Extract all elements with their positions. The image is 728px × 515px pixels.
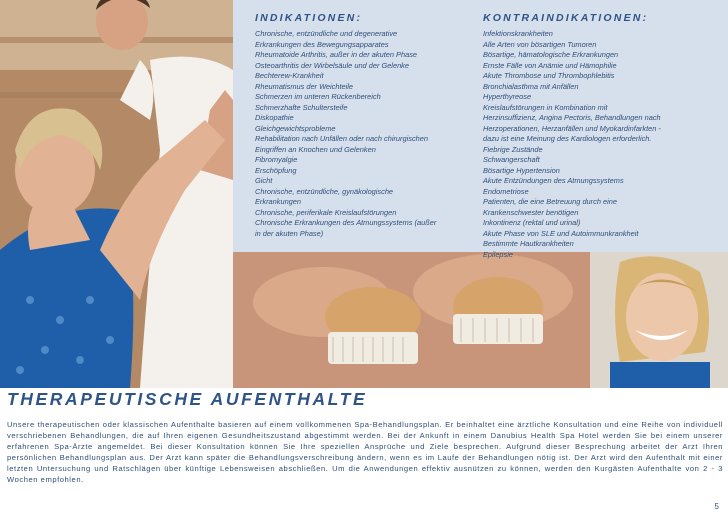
indications-item: in der akuten Phase) (255, 228, 324, 238)
contraindications-item: Alle Arten von bösartigen Tumoren (483, 39, 597, 49)
contraindications-item: Akute Entzündungen des Atmungssystems (483, 176, 624, 185)
indications-column (255, 12, 475, 239)
contraindications-item: Bestimmte Hautkrankheiten (483, 239, 574, 248)
contraindications-item: Epilepsie (483, 249, 513, 259)
section-body: Unsere therapeutischen oder klassischen Aufenthalte basieren auf einem vollkommenen Spa-Behandlungsplan. Er beinhaltet eine ärztliche Konsultation und eine Reihe von individuell verschriebenen Behandlungen, die auf Ihren eigenen Gesundheitszustand abgestimmt werden. Bei der Ankunft in einem Danubius Health Spa Hotel werden Sie bei einem unserer erfahrenen Spa-Ärzte angemeldet. Bei dieser Konsultation können Sie Ihre speziellen Ansprüche und Ziele besprechen. Aufgrund dieser Besprechung arbeitet der Arzt Ihren persönlichen Behandlungsplan aus. Der Arzt kann später die Behandlungsverschreibung ändern, wenn es im Laufe der Behandlungen nötig ist. Der Arzt wird den Aufenthalt mit einer letzten Untersuchung und Ratschlägen über künftige Lebensweisen abschließen. Um die Anwendungen effektiv ausnützen zu können, werden den Kurgästen Aufenthalte von 2 - 3 Wochen empfohlen. (7, 420, 723, 485)
indications-item: Erkrankungen des Bewegungsapparates (255, 39, 389, 49)
indications-item: Gicht (255, 176, 273, 185)
indications-item: Bechterew-Krankheit (255, 71, 324, 80)
indications-item: Schmerzhafte Schultersteife (255, 102, 348, 112)
contraindications-item: Herzinsuffizienz, Angina Pectoris, Behandlungen nach (483, 113, 661, 122)
indications-item: Schmerzen im unteren Rückenbereich (255, 92, 381, 101)
contraindications-item: Fiebrige Zustände (483, 144, 543, 154)
contraindications-list (483, 29, 723, 260)
contraindications-item: Schwangerschaft (483, 155, 540, 164)
contraindications-item: Infektionskrankheiten (483, 29, 553, 38)
indications-item: Gleichgewichtsprobleme (255, 123, 336, 133)
indications-item: Rehabilitation nach Unfällen oder nach chirurgischen (255, 134, 428, 143)
contraindications-item: Krankenschwester benötigen (483, 207, 579, 217)
indications-item: Erschöpfung (255, 165, 297, 175)
indications-item: Osteoarthritis der Wirbelsäule und der Gelenke (255, 60, 409, 70)
contraindications-item: Inkontinenz (rektal und urinal) (483, 218, 581, 227)
contraindications-item: Bronchialasthma mit Anfällen (483, 81, 579, 91)
indications-item: Erkrankungen (255, 197, 302, 206)
indications-item: Diskopathie (255, 113, 294, 122)
indications-item: Eingriffen an Knochen und Gelenken (255, 144, 376, 154)
indications-item: Chronische, entzündliche und degenerative (255, 29, 398, 38)
indications-item: Rheumatismus der Weichteile (255, 81, 354, 91)
contraindications-item: Kreislaufstörungen in Kombination mit (483, 102, 608, 112)
indications-heading: INDIKATIONEN: (255, 12, 363, 24)
contraindications-item: Patienten, die eine Betreuung durch eine (483, 197, 617, 206)
contraindications-item: Endometriose (483, 186, 529, 196)
indications-item: Chronische, entzündliche, gynäkologische (255, 186, 394, 196)
therapy-photo-stretching (0, 0, 233, 388)
contraindications-item: Ernste Fälle von Anämie und Hämophilie (483, 60, 617, 70)
indications-item: Fibromyalgie (255, 155, 298, 164)
contraindications-column (483, 12, 723, 260)
contraindications-item: Akute Thrombose und Thrombophlebitis (483, 71, 615, 80)
therapy-photo-brushes (233, 252, 590, 388)
contraindications-item: Herzoperationen, Herzanfällen und Myokardinfarkten - (483, 123, 661, 133)
indications-item: Chronische Erkrankungen des Atmungssystems (außer (255, 218, 437, 227)
smiling-woman-photo (590, 252, 728, 388)
section-title: THERAPEUTISCHE AUFENTHALTE (7, 389, 368, 409)
contraindications-item: Bösartige, hämatologische Erkrankungen (483, 50, 619, 59)
indications-item: Rheumatoide Arthritis, außer in der akuten Phase (255, 50, 417, 59)
contraindications-item: Hyperthyreose (483, 92, 532, 101)
page-number: 5 (714, 502, 719, 511)
indications-list (255, 29, 475, 239)
contraindications-heading: KONTRAINDIKATIONEN: (483, 12, 649, 24)
indications-item: Chronische, periferikale Kreislaufstörungen (255, 207, 397, 217)
contraindications-item: Bösartige Hypertension (483, 165, 560, 175)
contraindications-item: dazu ist eine Meinung des Kardiologen erforderlich. (483, 134, 652, 143)
contraindications-item: Akute Phase von SLE und Autoimmunkrankheit (483, 228, 639, 238)
